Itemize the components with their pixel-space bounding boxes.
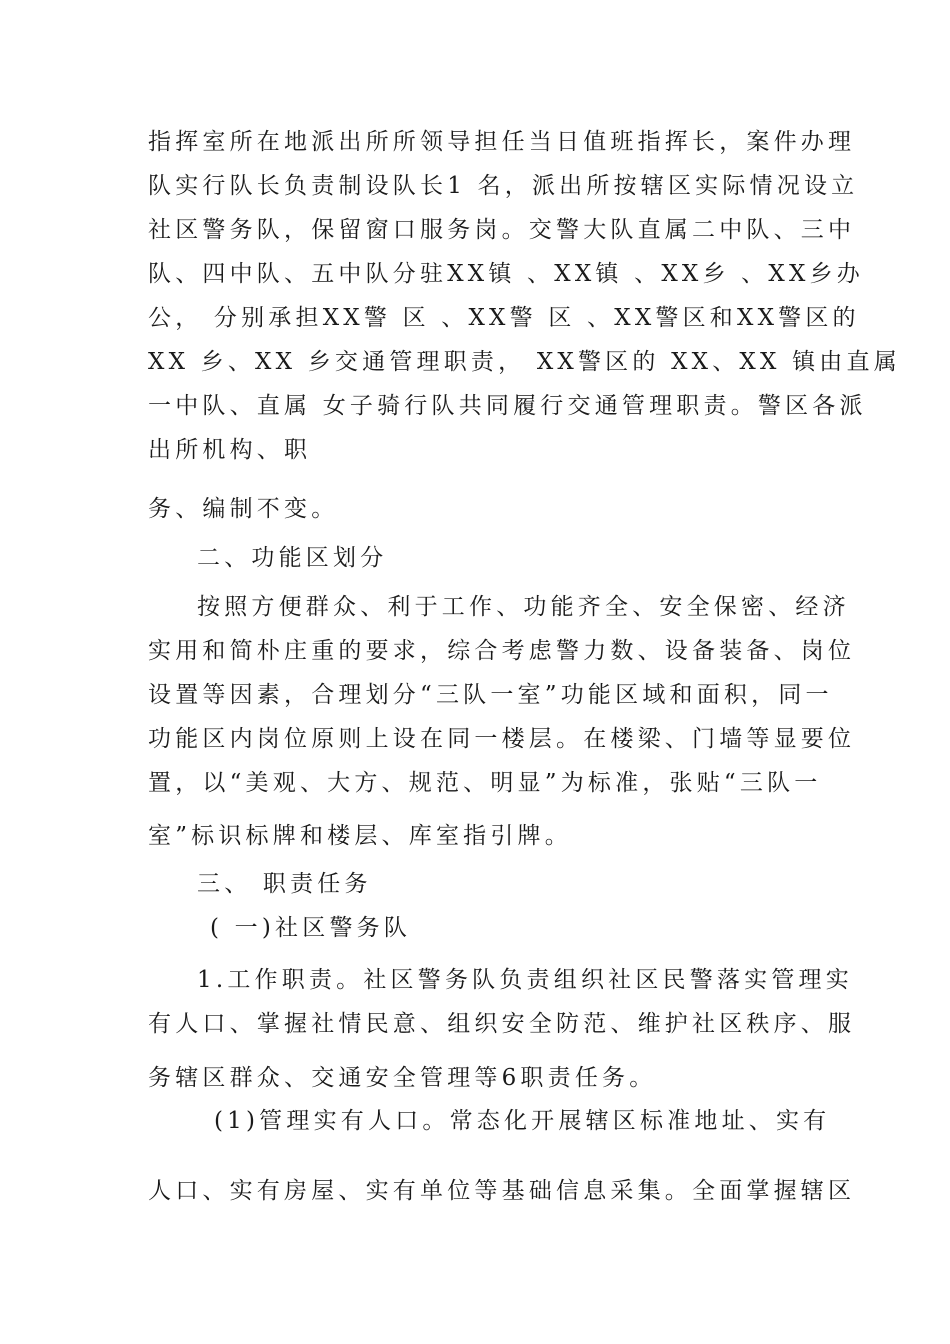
paragraph-line: 设置等因素，合理划分“三队一室”功能区域和面积，同一 bbox=[148, 682, 833, 708]
paragraph-line: 有人口、掌握社情民意、组织安全防范、维护社区秩序、服 bbox=[148, 1011, 856, 1037]
subsection-heading: ( 一)社区警务队 bbox=[210, 915, 412, 941]
paragraph-line: 人口、实有房屋、实有单位等基础信息采集。全面掌握辖区 bbox=[148, 1178, 856, 1204]
paragraph-line: XX 乡、XX 乡交通管理职责， XX警区的 XX、XX 镇由直属 bbox=[148, 349, 901, 375]
paragraph-line: 社区警务队，保留窗口服务岗。交警大队直属二中队、三中 bbox=[148, 217, 856, 243]
paragraph-line: 功能区内岗位原则上设在同一楼层。在楼梁、门墙等显要位 bbox=[148, 726, 856, 752]
paragraph-line: (1)管理实有人口。常态化开展辖区标准地址、实有 bbox=[214, 1108, 831, 1134]
paragraph-line: 队、四中队、五中队分驻XX镇 、XX镇 、XX乡 、XX乡办 bbox=[148, 261, 864, 287]
paragraph-line: 室”标识标牌和楼层、库室指引牌。 bbox=[148, 823, 572, 849]
paragraph-line: 务辖区群众、交通安全管理等6职责任务。 bbox=[148, 1065, 657, 1091]
paragraph-line: 务、编制不变。 bbox=[148, 496, 339, 522]
paragraph-line: 公， 分别承担XX警 区 、XX警 区 、XX警区和XX警区的 bbox=[148, 305, 860, 331]
paragraph-line: 队实行队长负责制设队长1 名，派出所按辖区实际情况设立 bbox=[148, 173, 859, 199]
paragraph-line: 实用和简朴庄重的要求，综合考虑警力数、设备装备、岗位 bbox=[148, 638, 856, 664]
paragraph-line: 一中队、直属 女子骑行队共同履行交通管理职责。警区各派 bbox=[148, 393, 867, 419]
paragraph-line: 按照方便群众、利于工作、功能齐全、安全保密、经济 bbox=[197, 594, 850, 620]
section-heading: 三、 职责任务 bbox=[197, 871, 372, 897]
paragraph-line: 指挥室所在地派出所所领导担任当日值班指挥长，案件办理 bbox=[148, 129, 856, 155]
section-heading: 二、功能区划分 bbox=[197, 545, 388, 571]
paragraph-line: 置，以“美观、大方、规范、明显”为标准，张贴“三队一 bbox=[148, 770, 822, 796]
paragraph-line: 出所机构、职 bbox=[148, 437, 312, 463]
paragraph-line: 1.工作职责。社区警务队负责组织社区民警落实管理实 bbox=[197, 967, 853, 993]
